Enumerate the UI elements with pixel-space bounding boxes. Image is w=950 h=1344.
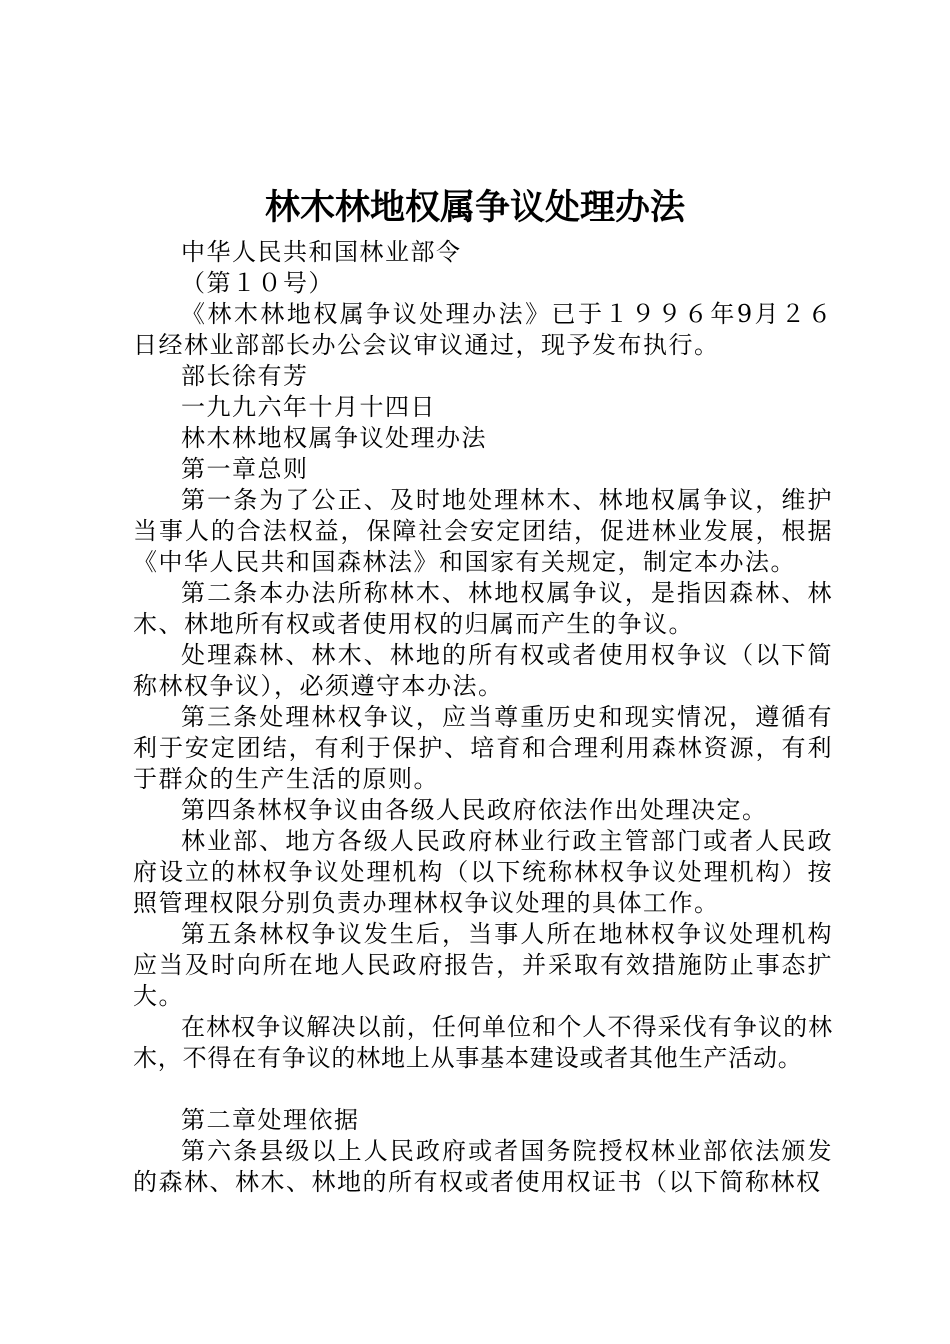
article-4: 第四条林权争议由各级人民政府依法作出处理决定。 [181, 796, 768, 824]
paragraph-promulgation: 《林木林地权属争议处理办法》已于１９９６年9月２６日经林业部部长办公会议审议通过，现予发布执行。 [133, 300, 833, 359]
article-2: 第二条本办法所称林木、林地权属争议，是指因森林、林木、林地所有权或者使用权的归属而产生的争议。 [133, 579, 833, 638]
article-5-clause: 在林权争议解决以前，任何单位和个人不得采伐有争议的林木，不得在有争议的林地上从事基本建设或者其他生产活动。 [133, 1013, 833, 1072]
paragraph-minister: 部长徐有芳 [181, 362, 309, 390]
paragraph-decree-issuer: 中华人民共和国林业部令 [181, 238, 462, 266]
article-3: 第三条处理林权争议，应当尊重历史和现实情况，遵循有利于安定团结，有利于保护、培育和合理利用森林资源，有利于群众的生产生活的原则。 [133, 703, 833, 793]
article-2-clause: 处理森林、林木、林地的所有权或者使用权争议（以下简称林权争议），必须遵守本办法。 [133, 641, 833, 700]
article-1: 第一条为了公正、及时地处理林木、林地权属争议，维护当事人的合法权益，保障社会安定团结，促进林业发展，根据《中华人民共和国森林法》和国家有关规定，制定本办法。 [133, 486, 833, 576]
paragraph-subtitle: 林木林地权属争议处理办法 [181, 424, 487, 452]
article-6: 第六条县级以上人民政府或者国务院授权林业部依法颁发的森林、林木、林地的所有权或者使用权证书（以下简称林权 [133, 1137, 833, 1196]
document-title: 林木林地权属争议处理办法 [264, 188, 685, 228]
paragraph-gap [133, 1074, 833, 1105]
paragraph-decree-number: （第１０号） [181, 269, 334, 297]
document-body [133, 237, 833, 1198]
article-5: 第五条林权争议发生后，当事人所在地林权争议处理机构应当及时向所在地人民政府报告，并采取有效措施防止事态扩大。 [133, 920, 833, 1010]
article-4-clause: 林业部、地方各级人民政府林业行政主管部门或者人民政府设立的林权争议处理机构（以下统称林权争议处理机构）按照管理权限分别负责办理林权争议处理的具体工作。 [133, 827, 833, 917]
paragraph-date: 一九九六年十月十四日 [181, 393, 436, 421]
chapter-heading-1: 第一章总则 [181, 455, 309, 483]
chapter-heading-2: 第二章处理依据 [181, 1106, 360, 1134]
